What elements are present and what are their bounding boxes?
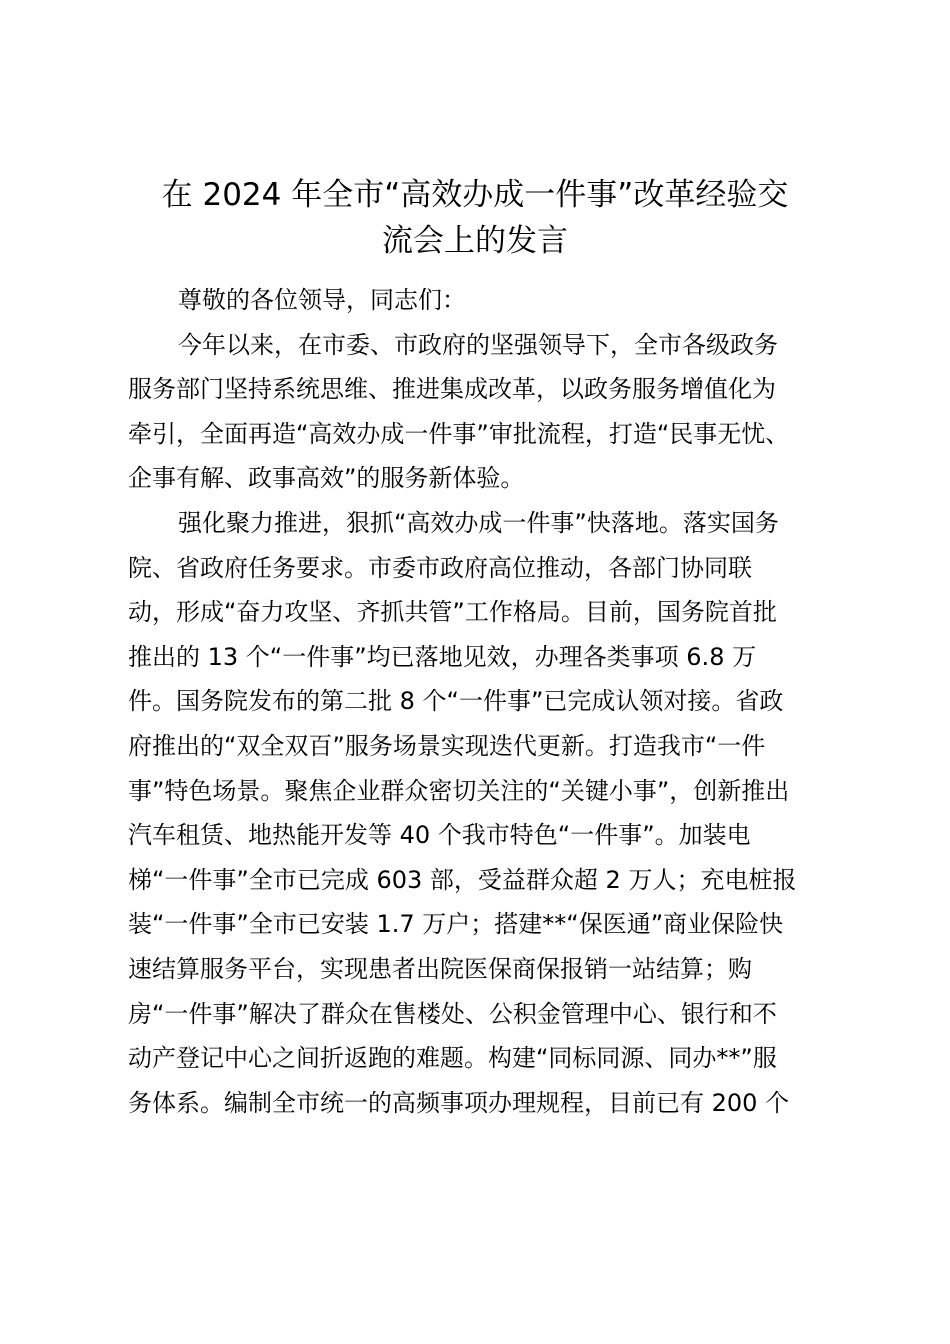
- paragraph-line: 动，形成“奋力攻坚、齐抓共管”工作格局。目前，国务院首批: [128, 598, 777, 627]
- paragraph-line: 梯“一件事”全市已完成 603 部，受益群众超 2 万人；充电桩报: [128, 865, 797, 894]
- title-line: 流会上的发言: [382, 223, 568, 259]
- paragraph-line: 务体系。编制全市统一的高频事项办理规程，目前已有 200 个: [128, 1088, 790, 1117]
- paragraph-line: 房“一件事”解决了群众在售楼处、公积金管理中心、银行和不: [128, 999, 777, 1028]
- paragraph-line: 强化聚力推进，狠抓“高效办成一件事”快落地。落实国务: [178, 508, 779, 537]
- title-line: 在 2024 年全市“高效办成一件事”改革经验交: [161, 177, 789, 213]
- paragraph-line: 府推出的“双全双百”服务场景实现迭代更新。打造我市“一件: [128, 731, 766, 760]
- paragraph-line: 动产登记中心之间折返跑的难题。构建“同标同源、同办**”服: [128, 1044, 777, 1073]
- paragraph-line: 牵引，全面再造“高效办成一件事”审批流程，打造“民事无忧、: [128, 419, 790, 448]
- paragraph-line: 装“一件事”全市已安装 1.7 万户；搭建**“保医通”商业保险快: [128, 910, 784, 939]
- paragraph-line: 今年以来，在市委、市政府的坚强领导下，全市各级政务: [178, 330, 778, 359]
- paragraph-line: 服务部门坚持系统思维、推进集成改革，以政务服务增值化为: [128, 375, 776, 404]
- document-body: [128, 280, 828, 1127]
- document-title: [120, 172, 830, 264]
- paragraph-line: 企事有解、政事高效”的服务新体验。: [128, 464, 525, 493]
- paragraph-line: 院、省政府任务要求。市委市政府高位推动，各部门协同联: [128, 553, 752, 582]
- paragraph-line: 推出的 13 个“一件事”均已落地见效，办理各类事项 6.8 万: [128, 642, 757, 671]
- salutation: 尊敬的各位领导，同志们：: [178, 286, 466, 314]
- paragraph-line: 速结算服务平台，实现患者出院医保商保报销一站结算；购: [128, 954, 752, 983]
- paragraph-line: 件。国务院发布的第二批 8 个“一件事”已完成认领对接。省政: [128, 687, 784, 716]
- paragraph-line: 事”特色场景。聚焦企业群众密切关注的“关键小事”，创新推出: [128, 776, 790, 805]
- paragraph-line: 汽车租赁、地热能开发等 40 个我市特色“一件事”。加装电: [128, 821, 751, 850]
